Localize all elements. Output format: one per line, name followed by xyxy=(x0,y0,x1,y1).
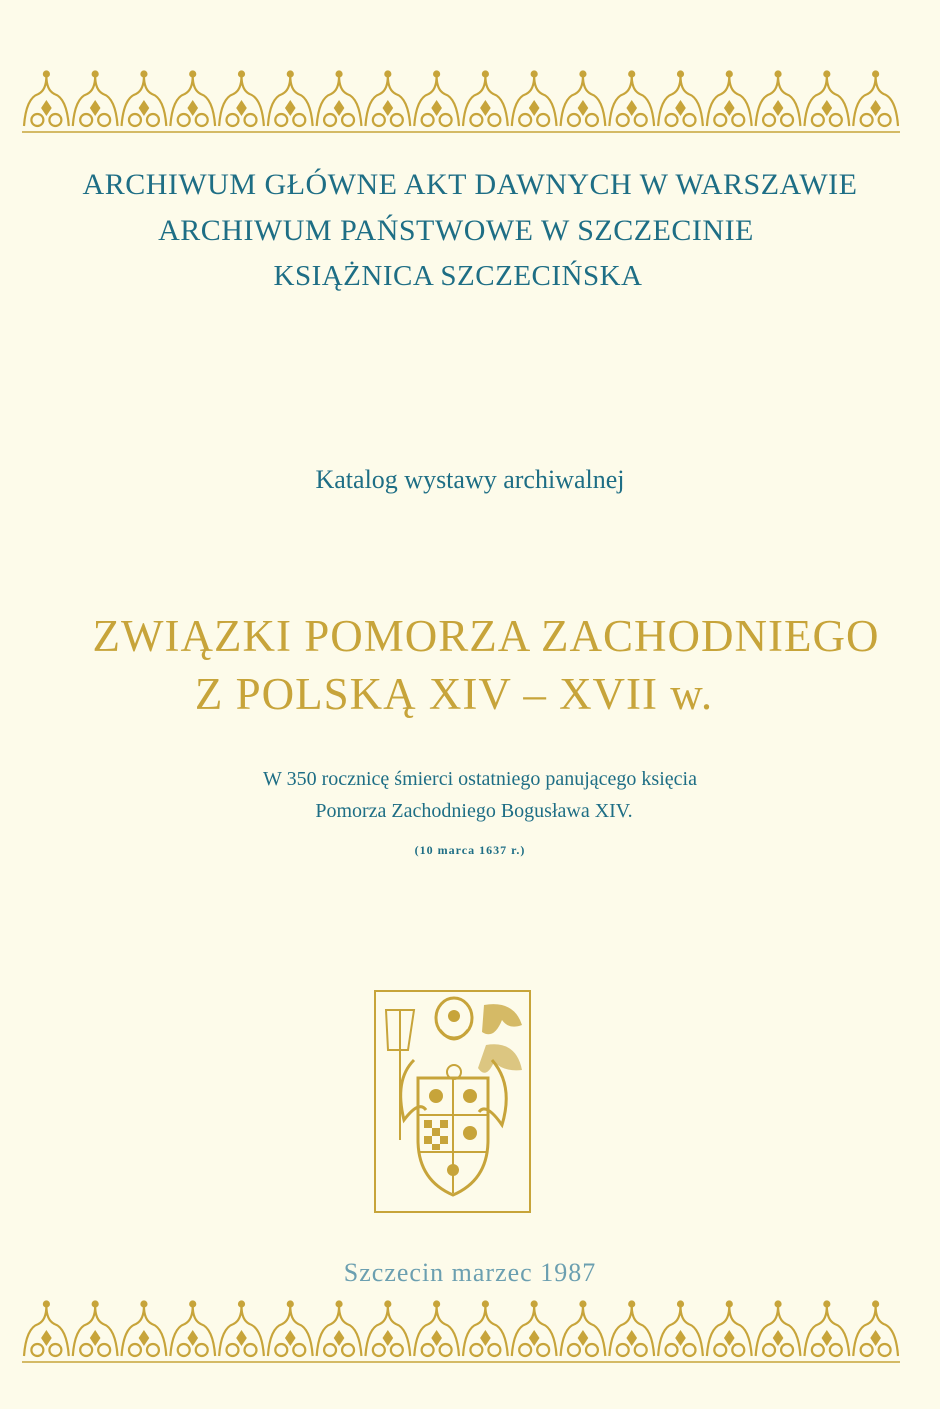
border-motif-icon xyxy=(512,1302,557,1357)
border-motif-icon xyxy=(512,72,557,127)
border-motif-icon xyxy=(219,72,264,127)
coat-of-arms-icon xyxy=(374,990,531,1213)
dedication-line-1: W 350 rocznicę śmierci ostatniego panującego księcia xyxy=(263,768,697,790)
border-motif-icon xyxy=(170,72,215,127)
border-motif-icon xyxy=(609,1302,654,1357)
border-motif-icon xyxy=(707,1302,752,1357)
border-motif-icon xyxy=(414,72,459,127)
border-motif-icon xyxy=(317,1302,362,1357)
border-motif-icon xyxy=(756,1302,801,1357)
catalog-subtitle: Katalog wystawy archiwalnej xyxy=(315,465,625,494)
border-motif-icon xyxy=(170,1302,215,1357)
dedication-line-2: Pomorza Zachodniego Bogusława XIV. xyxy=(315,800,633,822)
border-motif-icon xyxy=(463,1302,508,1357)
main-title-line-1: ZWIĄZKI POMORZA ZACHODNIEGO xyxy=(92,611,880,661)
border-motif-icon xyxy=(804,1302,849,1357)
death-date: (10 marca 1637 r.) xyxy=(414,843,526,857)
ornamental-border-top-icon xyxy=(22,68,900,138)
border-motif-icon xyxy=(73,72,118,127)
border-motif-icon xyxy=(853,1302,898,1357)
institution-name-1: ARCHIWUM GŁÓWNE AKT DAWNYCH W WARSZAWIE xyxy=(82,168,858,201)
border-motif-icon xyxy=(561,1302,606,1357)
border-motif-icon xyxy=(268,1302,313,1357)
institution-name-2: ARCHIWUM PAŃSTWOWE W SZCZECINIE xyxy=(158,214,754,247)
border-motif-icon xyxy=(609,72,654,127)
border-motif-icon xyxy=(414,1302,459,1357)
institution-name-3: KSIĄŻNICA SZCZECIŃSKA xyxy=(273,260,643,292)
border-motif-icon xyxy=(804,72,849,127)
border-motif-icon xyxy=(219,1302,264,1357)
border-motif-icon xyxy=(756,72,801,127)
border-motif-icon xyxy=(561,72,606,127)
border-motif-icon xyxy=(122,1302,167,1357)
border-motif-icon xyxy=(317,72,362,127)
ornamental-border-bottom-icon xyxy=(22,1298,900,1368)
main-title-line-2: Z POLSKĄ XIV – XVII w. xyxy=(194,669,714,719)
border-motif-icon xyxy=(73,1302,118,1357)
border-motif-icon xyxy=(658,1302,703,1357)
border-motif-icon xyxy=(853,72,898,127)
border-motif-icon xyxy=(268,72,313,127)
border-motif-icon xyxy=(658,72,703,127)
border-motif-icon xyxy=(122,72,167,127)
border-motif-icon xyxy=(365,1302,410,1357)
border-motif-icon xyxy=(365,72,410,127)
border-motif-icon xyxy=(24,72,69,127)
place-and-date: Szczecin marzec 1987 xyxy=(343,1258,597,1287)
border-motif-icon xyxy=(463,72,508,127)
border-motif-icon xyxy=(24,1302,69,1357)
border-motif-icon xyxy=(707,72,752,127)
